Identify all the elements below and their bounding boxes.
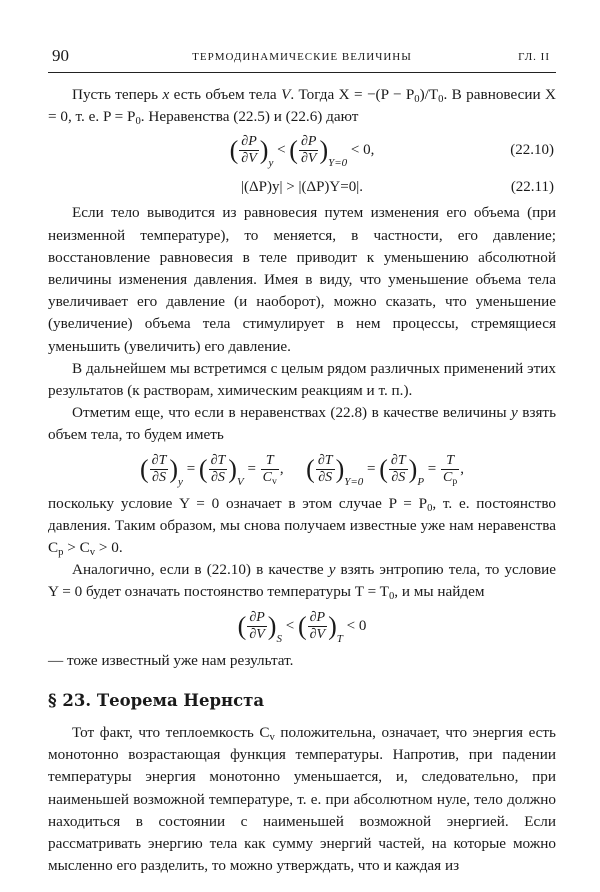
page-number: 90 xyxy=(52,46,69,65)
equation-heat-capacity xyxy=(48,447,556,493)
paragraph-3: В дальнейшем мы встретимся с целым рядом различных применений этих результатов (к растворам, химическим реакциям и т. п.). xyxy=(48,359,556,400)
equation-22-10-formula: ( $\frac{\partial P}{\partial V}$ )$_y$ < ( $\frac{\partial P}{\partial V}$ )$_{Y=0} < 0$, xyxy=(229,134,375,170)
running-title: ТЕРМОДИНАМИЧЕСКИЕ ВЕЛИЧИНЫ xyxy=(192,51,412,63)
paragraph-4: Отметим еще, что если в неравенствах (22.8) в качестве величины y взять объем тела, то будем иметь xyxy=(48,404,556,444)
paragraph-1: Пусть теперь x есть объем тела V. Тогда $X = -(P - P_0)/T_0$. В равновесии X = 0, т. е. $P = P_0$. Неравенства (22.5) и (22.6) дают xyxy=(48,86,556,128)
paragraph-5: поскольку условие Y = 0 означает в этом случае $P = P_0$, т. е. постоянство давления. Таким образом, мы снова получаем известные уже нам неравенства $C_p > C_v > 0$. xyxy=(48,494,556,559)
equation-adiabatic xyxy=(48,604,556,650)
equation-22-10 xyxy=(48,128,556,174)
equation-number: (22.11) xyxy=(510,179,554,196)
book-page xyxy=(48,0,556,892)
section-title: § 23. Теорема Нернста xyxy=(48,690,265,710)
equation-heat-capacity-formula: ( $\frac{\partial T}{\partial S}$ )$_y$ = ( $\frac{\partial T}{\partial S}$ )$_V$ = $\frac{T}{C_v}$ , ( $\frac{\partial T}{\partial S}$ )$_{Y=0}$ = ( $\frac{\partial T}{\partial S}$ )$_P$ = $\frac{T}{C_p}$ , xyxy=(139,452,465,488)
page-body xyxy=(48,84,556,877)
equation-22-11-formula: |(ΔP)y| > |(ΔP)Y=0|. xyxy=(241,179,363,196)
paragraph-2: Если тело выводится из равновесия путем изменения его объема (при неизменной температуре), то меняется, в частности, его давление; восстановление равновесия в теле приводит к уменьшению абсолютной величины изменения давления. Имея в виду, что уменьшение объема тела увеличивает его давление (и наоборот), можно сказать, что уменьшение (увеличение) объема тела стимулирует в нем процессы, стремящиеся уменьшить (увеличить) его давление. xyxy=(48,204,556,355)
equation-number: (22.10) xyxy=(510,142,554,159)
page-header xyxy=(48,46,556,72)
paragraph-7: — тоже известный уже нам результат. xyxy=(48,651,294,669)
header-rule xyxy=(48,72,556,73)
equation-adiabatic-formula: ( $\frac{\partial P}{\partial V}$ )$_S$ < ( $\frac{\partial P}{\partial V}$ )$_T < 0$ xyxy=(237,609,367,645)
chapter-label: ГЛ. II xyxy=(518,51,550,63)
paragraph-6: Аналогично, если в (22.10) в качестве y взять энтропию тела, то условие Y = 0 будет означать постоянство температуры $T = T_0$, и мы найдем xyxy=(48,561,556,603)
paragraph-8: Тот факт, что теплоемкость $C_v$ положительна, означает, что энергия есть монотонно возрастающая функция температуры. Напротив, при падении температуры энергия монотонно уменьшается, и, следовательно, при наименьшей возможной температуре, т. е. при абсолютном нуле, тело должно находиться в состоянии с наименьшей возможной энергией. Если рассматривать энергию тела как сумму энергий частей, на которые можно мысленно его разделить, то можно утверждать, что и каждая из xyxy=(48,724,556,875)
equation-22-11 xyxy=(48,174,556,202)
